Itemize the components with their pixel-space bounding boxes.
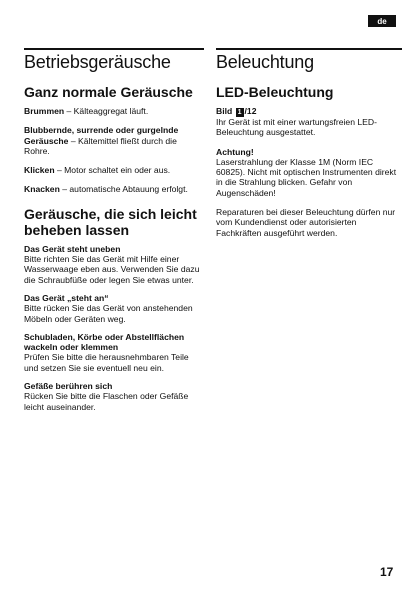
noise-item	[24, 165, 204, 175]
figure-reference	[216, 106, 402, 117]
left-title-rule	[24, 48, 204, 50]
issue-title: Schubladen, Körbe oder Abstellflächen wackeln oder klemmen	[24, 331, 185, 353]
figure-item: /12	[244, 106, 257, 116]
issue-title: Gefäße berühren sich	[24, 381, 113, 392]
warning-text: Laserstrahlung der Klasse 1M (Norm IEC 60825). Nicht mit optischen Instrumenten direkt in die Strahlung blicken. Gefahr von Augenschäden!	[216, 156, 397, 198]
issue-title: Das Gerät „steht an“	[24, 292, 109, 303]
issue-item	[24, 244, 204, 285]
section-title-noises: Betriebsgeräusche	[24, 52, 171, 72]
right-title-rule	[216, 48, 402, 50]
warning-label: Achtung!	[216, 146, 254, 157]
noise-term: Blubbernde, surrende oder gurgelnde Geräusche	[24, 125, 179, 146]
figure-number-badge: 1	[237, 109, 242, 116]
issue-text: Bitte richten Sie das Gerät mit Hilfe einer Wasserwaage eben aus. Verwenden Sie dazu die Schraubfüße oder legen Sie etwas unter.	[24, 254, 200, 285]
noise-item	[24, 106, 204, 116]
heading-normal-noises: Ganz normale Geräusche	[24, 84, 193, 100]
noise-desc: – automatische Abtauung erfolgt.	[59, 184, 188, 195]
issue-item	[24, 293, 204, 324]
language-badge: de	[368, 15, 396, 27]
noise-desc: – Kälteaggregat läuft.	[64, 106, 149, 116]
right-column	[216, 48, 402, 247]
heading-fixable-noises: Geräusche, die sich leicht beheben lassen	[24, 205, 197, 238]
led-intro-text: Ihr Gerät ist mit einer wartungsfreien LED-Beleuchtung ausgestattet.	[216, 117, 377, 138]
noise-desc: – Motor schaltet ein oder aus.	[54, 165, 171, 176]
issue-item	[24, 381, 204, 412]
noise-item	[24, 125, 204, 156]
noise-desc: – Kältemittel fließt durch die Rohre.	[24, 135, 177, 156]
left-column	[24, 48, 204, 420]
noise-term: Knacken	[24, 184, 60, 195]
page-number: 17	[380, 565, 394, 579]
issue-title: Das Gerät steht uneben	[24, 243, 121, 254]
figure-label: Bild	[216, 106, 233, 116]
heading-led-lighting: LED-Beleuchtung	[216, 84, 334, 100]
section-title-lighting: Beleuchtung	[216, 52, 314, 72]
issue-text: Prüfen Sie bitte die herausnehmbaren Teile und setzen Sie sie eventuell neu ein.	[24, 352, 189, 373]
service-text: Reparaturen bei dieser Beleuchtung dürfen nur vom Kundendienst oder autorisierten Fachkräften ausgeführt werden.	[216, 207, 396, 238]
issue-text: Bitte rücken Sie das Gerät von anstehenden Möbeln oder Geräten weg.	[24, 303, 193, 324]
noise-term: Klicken	[24, 165, 55, 176]
noise-term: Brummen	[24, 106, 65, 116]
issue-text: Rücken Sie bitte die Flaschen oder Gefäße leicht auseinander.	[24, 391, 189, 412]
issue-item	[24, 332, 204, 373]
noise-item	[24, 184, 204, 194]
